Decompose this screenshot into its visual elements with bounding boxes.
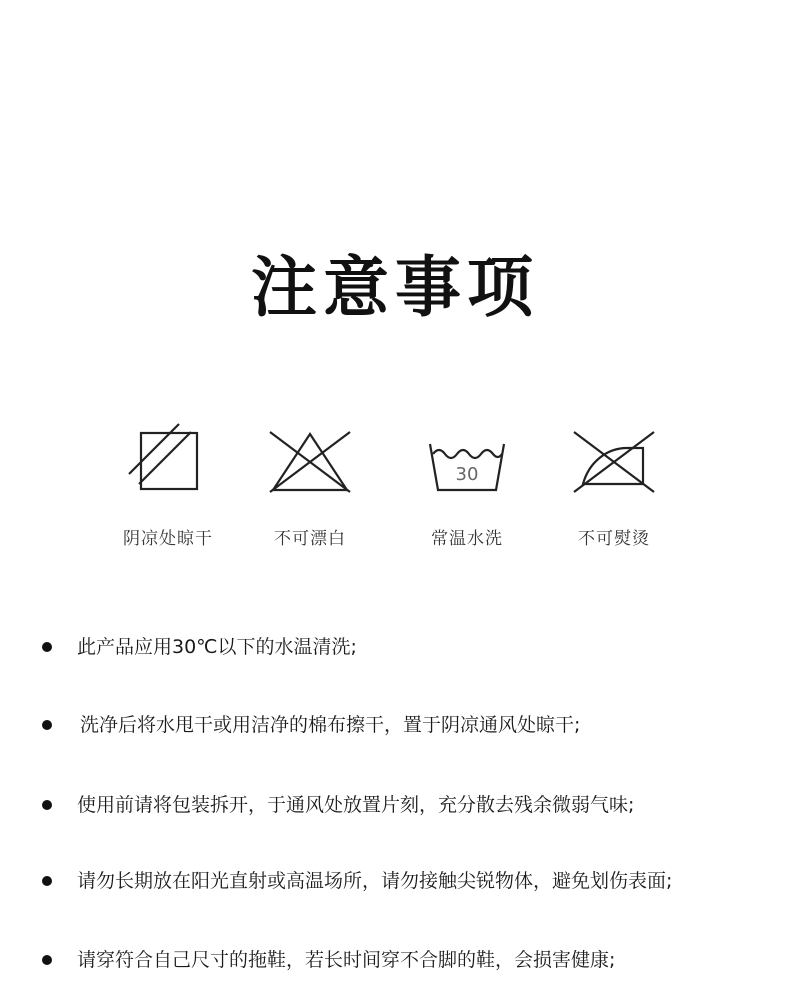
note-text: 使用前请将包装拆开，于通风处放置片刻，充分散去残余微弱气味; <box>77 794 635 816</box>
care-label-wash: 常温水洗 <box>431 529 503 549</box>
care-item-no-iron <box>539 422 689 549</box>
note-text: 请穿符合自己尺寸的拖鞋，若长时间穿不合脚的鞋，会损害健康; <box>77 949 616 971</box>
bullet-icon <box>42 720 52 730</box>
care-label-no-bleach: 不可漂白 <box>274 529 346 549</box>
care-item-no-bleach <box>235 422 385 549</box>
list-item <box>40 632 780 662</box>
no-bleach-icon <box>265 422 355 502</box>
no-iron-icon <box>569 422 659 502</box>
bullet-icon <box>42 800 52 810</box>
shade-dry-icon <box>123 422 213 502</box>
care-label-no-iron: 不可熨烫 <box>578 529 650 549</box>
note-text: 请勿长期放在阳光直射或高温场所，请勿接触尖锐物体，避免划伤表面; <box>77 870 673 892</box>
bullet-icon <box>42 642 52 652</box>
care-item-wash-30 <box>392 422 542 549</box>
note-text: 此产品应用30℃以下的水温清洗; <box>77 636 357 658</box>
bullet-icon <box>42 955 52 965</box>
care-item-shade-dry <box>93 422 243 549</box>
wash-30-icon <box>422 422 512 502</box>
list-item <box>40 866 780 896</box>
list-item <box>40 790 780 820</box>
wash-temperature: 30 <box>455 464 479 485</box>
note-text: 洗净后将水甩干或用洁净的棉布擦干，置于阴凉通风处晾干; <box>80 714 581 736</box>
bullet-icon <box>42 876 52 886</box>
list-item <box>40 945 780 975</box>
care-label-shade-dry: 阴凉处晾干 <box>123 529 213 549</box>
page-title: 注意事项 <box>251 249 539 326</box>
care-symbols-row <box>0 422 790 549</box>
list-item <box>40 710 780 740</box>
